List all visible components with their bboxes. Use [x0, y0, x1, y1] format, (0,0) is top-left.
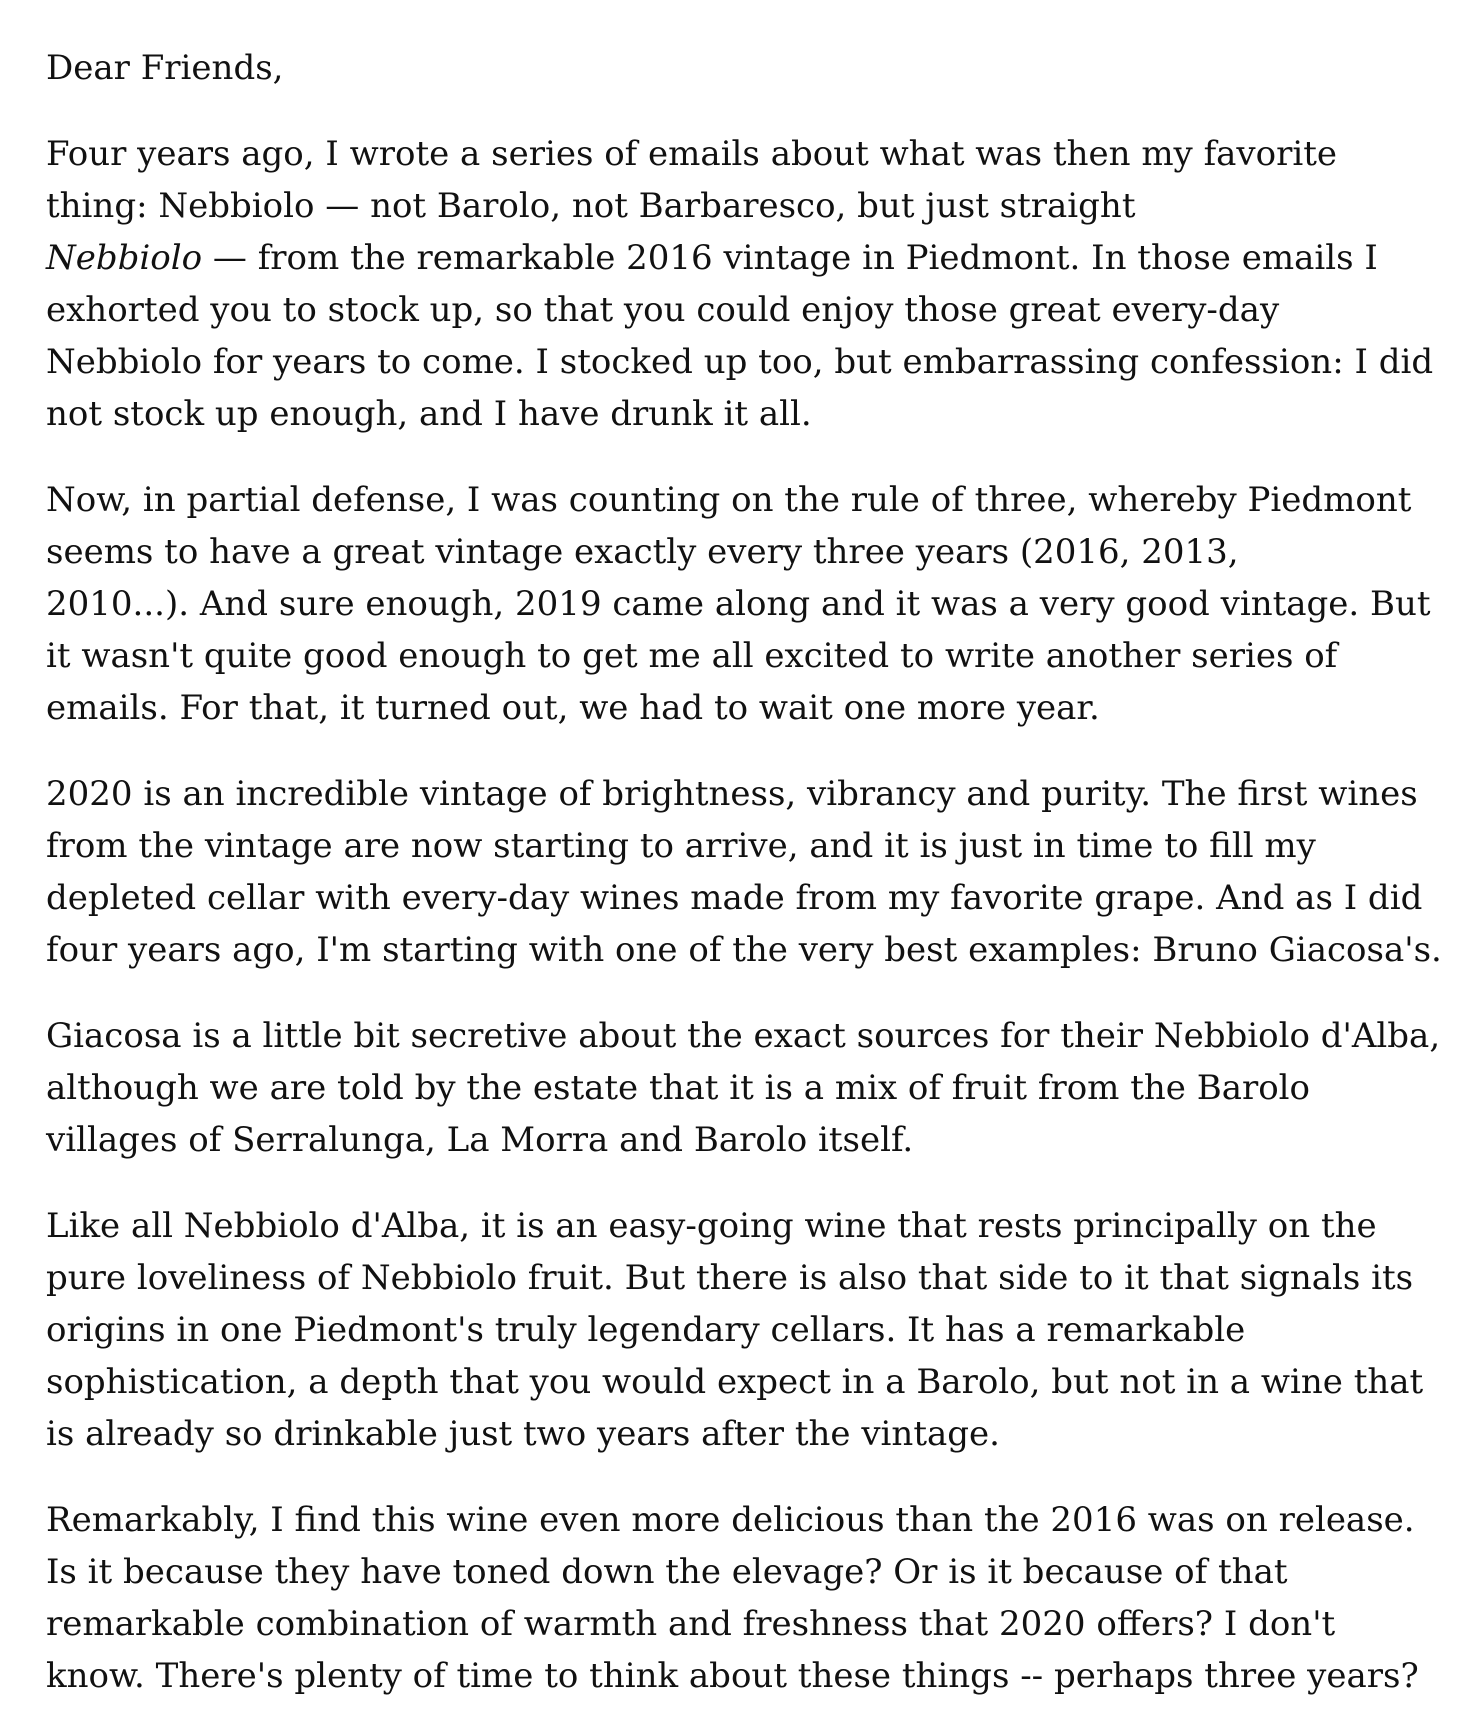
paragraph-1 — [46, 128, 1466, 440]
paragraph-3: 2020 is an incredible vintage of brightness, vibrancy and purity. The first wines from the vintage are now starting to arrive, and it is just in time to fill my depleted cellar with every-day wines made from my favorite grape. And as I did four years ago, I'm starting with one of the very best examples: Bruno Giacosa's. — [46, 774, 1442, 970]
paragraph-1-emphasis: Nebbiolo — [46, 238, 203, 278]
paragraph-4: Giacosa is a little bit secretive about the exact sources for their Nebbiolo d'Alba, although we are told by the estate that it is a mix of fruit from the Barolo villages of Serralunga, La Morra and Barolo itself. — [46, 1016, 1441, 1160]
paragraph-1-text-end: — from the remarkable 2016 vintage in Piedmont. In those emails I exhorted you to stock up, so that you could enjoy those great every-day Nebbiolo for years to come. I stocked up too, but embarrassing confession: I did not stock up enough, and I have drunk it all. — [46, 238, 1434, 434]
paragraph-5: Like all Nebbiolo d'Alba, it is an easy-going wine that rests principally on the pure loveliness of Nebbiolo fruit. But there is also that side to it that signals its origins in one Piedmont's truly legendary cellars. It has a remarkable sophistication, a depth that you would expect in a Barolo, but not in a wine that is already so drinkable just two years after the vintage. — [46, 1206, 1424, 1454]
letter-body — [46, 42, 1466, 1702]
salutation: Dear Friends, — [46, 48, 284, 88]
paragraph-2: Now, in partial defense, I was counting on the rule of three, whereby Piedmont seems to have a great vintage exactly every three years (2016, 2013, 2010...). And sure enough, 2019 came along and it was a very good vintage. But it wasn't quite good enough to get me all excited to write another series of emails. For that, it turned out, we had to wait one more year. — [46, 480, 1431, 728]
paragraph-6: Remarkably, I find this wine even more delicious than the 2016 was on release. Is it because they have toned down the elevage? Or is it because of that remarkable combination of warmth and freshness that 2020 offers? I don't know. There's plenty of time to think about these things -- perhaps three years? — [46, 1500, 1419, 1696]
paragraph-1-text-start: Four years ago, I wrote a series of emails about what was then my favorite thing: Nebbiolo — not Barolo, not Barbaresco, but just straight — [46, 134, 1338, 226]
